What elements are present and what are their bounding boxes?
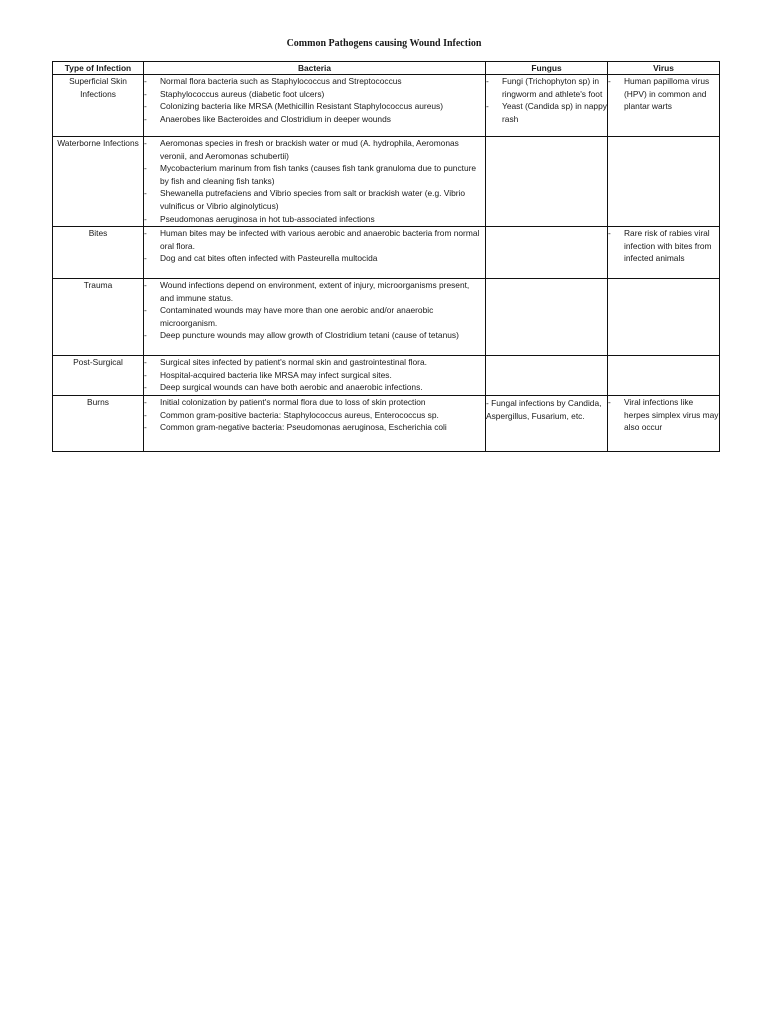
bullet-dash: - bbox=[144, 76, 147, 86]
virus-cell bbox=[608, 75, 720, 137]
table-body bbox=[53, 75, 720, 452]
bullet-dash: - bbox=[144, 330, 147, 341]
bullet-dash: - bbox=[144, 280, 147, 290]
item-text: Deep surgical wounds can have both aerobic and anaerobic infections. bbox=[160, 382, 423, 393]
fungus-cell bbox=[486, 396, 608, 452]
fungus-note: - Fungal infections by Candida, Aspergillus, Fusarium, etc. bbox=[486, 398, 602, 421]
bullet-dash: - bbox=[144, 369, 147, 380]
table-row bbox=[53, 279, 720, 356]
item-text: Colonizing bacteria like MRSA (Methicillin Resistant Staphylococcus aureus) bbox=[160, 101, 444, 112]
item-text: Yeast (Candida sp) in nappy rash bbox=[502, 101, 607, 124]
bacteria-cell bbox=[144, 227, 486, 279]
virus-cell bbox=[608, 279, 720, 356]
list-item bbox=[144, 75, 485, 88]
list-item bbox=[144, 396, 485, 409]
bullet-dash: - bbox=[144, 138, 147, 148]
bullet-dash: - bbox=[144, 305, 147, 316]
bullet-dash: - bbox=[486, 101, 489, 112]
bacteria-cell bbox=[144, 137, 486, 227]
bullet-dash: - bbox=[144, 188, 147, 199]
header-type-of-infection: Type of Infection bbox=[53, 62, 144, 75]
list-item bbox=[144, 252, 485, 265]
item-text: Surgical sites infected by patient's normal skin and gastrointestinal flora. bbox=[160, 357, 427, 367]
infection-type-cell: Post-Surgical bbox=[53, 356, 144, 396]
bullet-dash: - bbox=[144, 382, 147, 393]
bullet-dash: - bbox=[144, 101, 147, 112]
item-text: Staphylococcus aureus (diabetic foot ulcers) bbox=[160, 88, 325, 99]
header-fungus: Fungus bbox=[486, 62, 608, 75]
bullet-dash: - bbox=[144, 409, 147, 420]
bacteria-cell-list bbox=[144, 137, 485, 225]
item-text: Aeromonas species in fresh or brackish water or mud (A. hydrophila, Aeromonas veronii, and Aeromonas schubertii) bbox=[160, 138, 459, 161]
infection-type-cell: Burns bbox=[53, 396, 144, 452]
item-text: Contaminated wounds may have more than one aerobic and/or anaerobic microorganism. bbox=[160, 305, 434, 328]
list-item bbox=[144, 88, 485, 101]
list-item bbox=[144, 329, 485, 342]
fungus-cell bbox=[486, 75, 608, 137]
item-text: Hospital-acquired bacteria like MRSA may infect surgical sites. bbox=[160, 369, 392, 380]
pathogen-table bbox=[52, 61, 720, 452]
infection-type-cell: Trauma bbox=[53, 279, 144, 356]
list-item bbox=[144, 113, 485, 126]
virus-cell bbox=[608, 227, 720, 279]
fungus-cell bbox=[486, 279, 608, 356]
list-item bbox=[144, 100, 485, 113]
list-item bbox=[144, 304, 485, 329]
fungus-cell-list bbox=[486, 75, 607, 125]
bullet-dash: - bbox=[144, 88, 147, 99]
virus-cell bbox=[608, 396, 720, 452]
virus-cell-list bbox=[608, 227, 719, 265]
fungus-cell bbox=[486, 356, 608, 396]
bullet-dash: - bbox=[144, 253, 147, 264]
bacteria-cell-list bbox=[144, 356, 485, 394]
list-item bbox=[144, 227, 485, 252]
item-text: Common gram-negative bacteria: Pseudomonas aeruginosa, Escherichia coli bbox=[160, 422, 447, 433]
list-item bbox=[144, 213, 485, 226]
list-item bbox=[144, 369, 485, 382]
table-row bbox=[53, 75, 720, 137]
item-text: Human bites may be infected with various aerobic and anaerobic bacteria from normal oral flora. bbox=[160, 228, 480, 251]
bacteria-cell-list bbox=[144, 396, 485, 434]
bullet-dash: - bbox=[486, 76, 489, 86]
item-text: Rare risk of rabies viral infection with bites from infected animals bbox=[624, 228, 712, 264]
header-virus: Virus bbox=[608, 62, 720, 75]
list-item bbox=[144, 162, 485, 187]
table-row bbox=[53, 227, 720, 279]
list-item bbox=[144, 381, 485, 394]
bacteria-cell-list bbox=[144, 227, 485, 265]
bacteria-cell-list bbox=[144, 279, 485, 342]
bullet-dash: - bbox=[144, 397, 147, 407]
bacteria-cell-list bbox=[144, 75, 485, 125]
bullet-dash: - bbox=[608, 397, 611, 407]
bullet-dash: - bbox=[608, 76, 611, 86]
infection-type-cell: Bites bbox=[53, 227, 144, 279]
bullet-dash: - bbox=[144, 422, 147, 433]
item-text: Shewanella putrefaciens and Vibrio species from salt or brackish water (e.g. Vibrio vulnificus or Vibrio alginolyticus) bbox=[160, 188, 466, 211]
table-row bbox=[53, 137, 720, 227]
list-item bbox=[144, 356, 485, 369]
virus-cell bbox=[608, 137, 720, 227]
item-text: Fungi (Trichophyton sp) in ringworm and athlete's foot bbox=[502, 76, 603, 99]
list-item bbox=[608, 227, 719, 265]
bacteria-cell bbox=[144, 396, 486, 452]
bullet-dash: - bbox=[144, 228, 147, 238]
list-item bbox=[144, 421, 485, 434]
bacteria-cell bbox=[144, 279, 486, 356]
list-item bbox=[144, 279, 485, 304]
header-bacteria: Bacteria bbox=[144, 62, 486, 75]
item-text: Viral infections like herpes simplex virus may also occur bbox=[624, 397, 719, 433]
virus-cell-list bbox=[608, 75, 719, 113]
item-text: Normal flora bacteria such as Staphylococcus and Streptococcus bbox=[160, 76, 402, 86]
fungus-cell bbox=[486, 227, 608, 279]
item-text: Anaerobes like Bacteroides and Clostridium in deeper wounds bbox=[160, 113, 391, 124]
list-item bbox=[486, 75, 607, 100]
infection-type-cell: Superficial Skin Infections bbox=[53, 75, 144, 137]
item-text: Wound infections depend on environment, extent of injury, microorganisms present, and immune status. bbox=[160, 280, 470, 303]
virus-cell-list bbox=[608, 396, 719, 434]
list-item bbox=[486, 100, 607, 125]
list-item bbox=[144, 409, 485, 422]
item-text: Mycobacterium marinum from fish tanks (causes fish tank granuloma due to puncture by fish and cleaning fish tanks) bbox=[160, 163, 477, 186]
table-row bbox=[53, 396, 720, 452]
bullet-dash: - bbox=[144, 163, 147, 174]
bullet-dash: - bbox=[608, 228, 611, 238]
infection-type-cell: Waterborne Infections bbox=[53, 137, 144, 227]
table-header-row bbox=[53, 62, 720, 75]
item-text: Dog and cat bites often infected with Pasteurella multocida bbox=[160, 253, 378, 264]
table-row bbox=[53, 356, 720, 396]
list-item bbox=[608, 396, 719, 434]
bacteria-cell bbox=[144, 75, 486, 137]
item-text: Initial colonization by patient's normal flora due to loss of skin protection bbox=[160, 397, 426, 407]
bullet-dash: - bbox=[144, 357, 147, 367]
virus-cell bbox=[608, 356, 720, 396]
item-text: Human papilloma virus (HPV) in common and plantar warts bbox=[624, 76, 710, 112]
item-text: Pseudomonas aeruginosa in hot tub-associated infections bbox=[160, 213, 375, 224]
list-item bbox=[608, 75, 719, 113]
fungus-cell bbox=[486, 137, 608, 227]
list-item bbox=[144, 137, 485, 162]
list-item bbox=[144, 187, 485, 212]
bacteria-cell bbox=[144, 356, 486, 396]
document-title: Common Pathogens causing Wound Infection bbox=[286, 38, 482, 49]
item-text: Deep puncture wounds may allow growth of Clostridium tetani (cause of tetanus) bbox=[160, 330, 459, 341]
item-text: Common gram-positive bacteria: Staphylococcus aureus, Enterococcus sp. bbox=[160, 409, 439, 420]
bullet-dash: - bbox=[144, 113, 147, 124]
bullet-dash: - bbox=[144, 213, 147, 224]
